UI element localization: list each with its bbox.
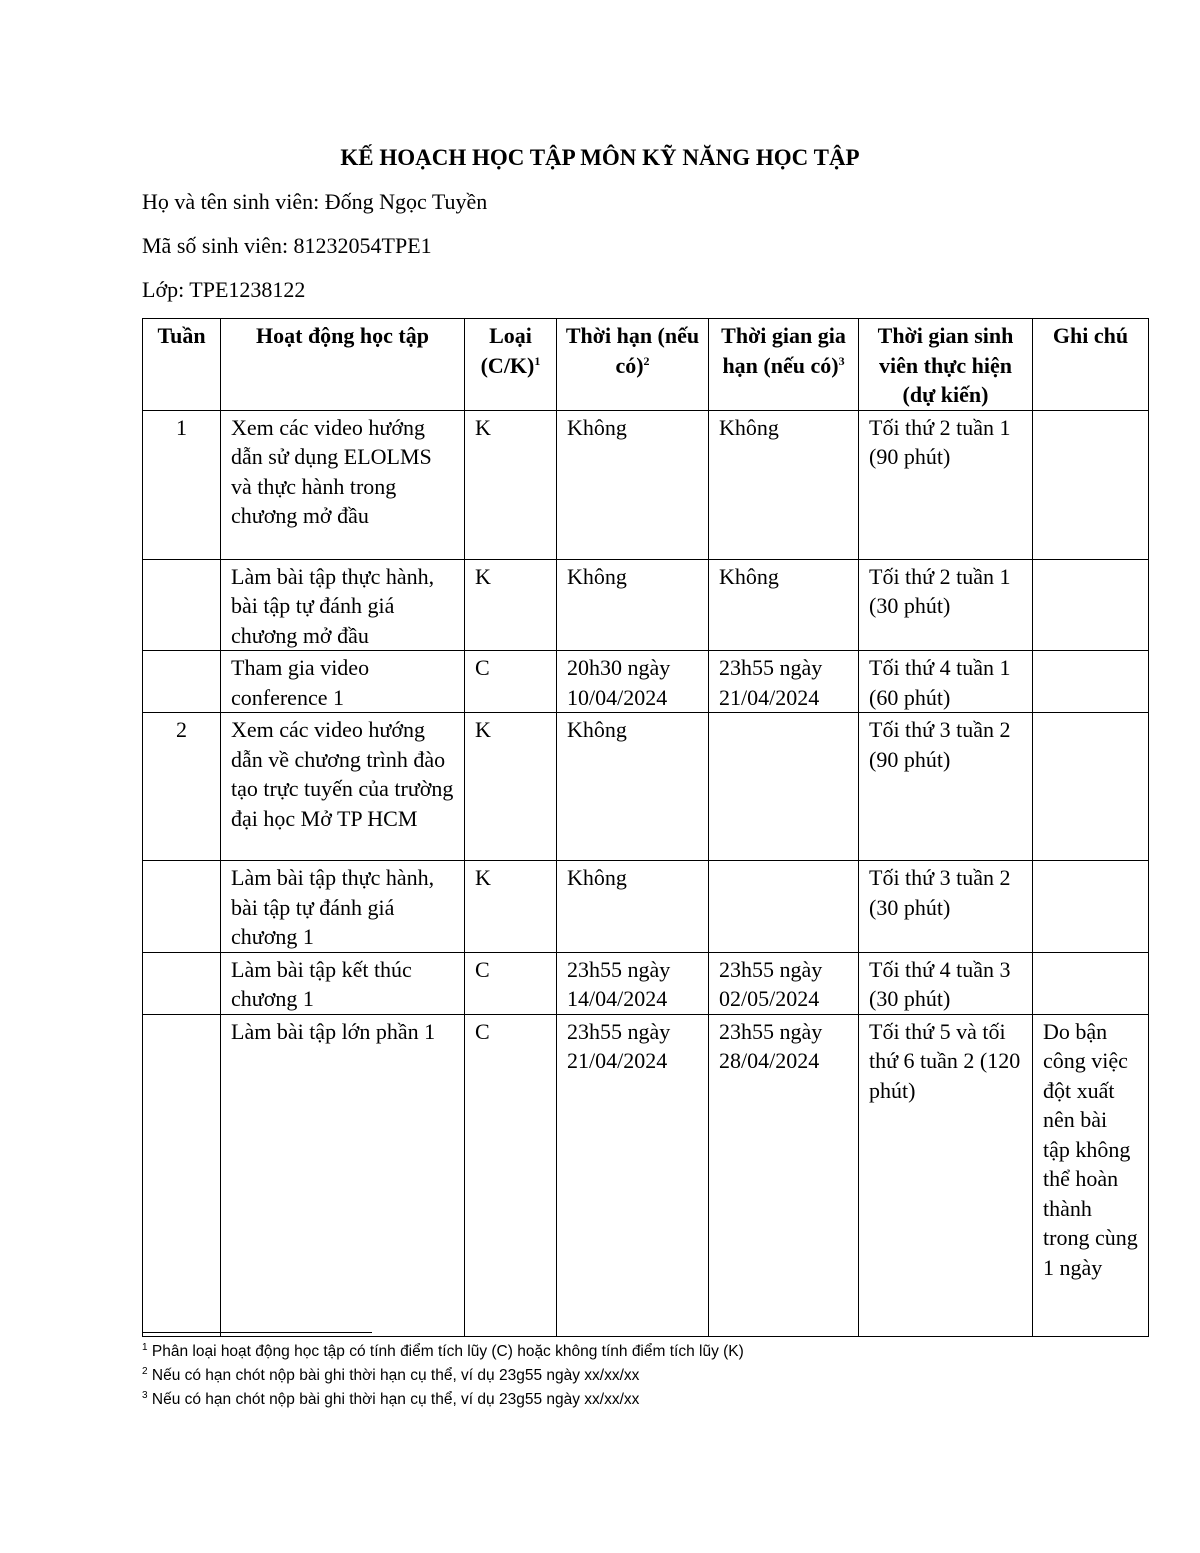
cell-deadline: Không bbox=[557, 559, 709, 651]
cell-week bbox=[143, 952, 221, 1014]
cell-schedule: Tối thứ 3 tuần 2 (30 phút) bbox=[859, 861, 1033, 953]
cell-deadline: 23h55 ngày 14/04/2024 bbox=[557, 952, 709, 1014]
cell-extension: Không bbox=[709, 559, 859, 651]
class-info: Lớp: TPE1238122 bbox=[142, 277, 306, 302]
student-name: Họ và tên sinh viên: Đống Ngọc Tuyền bbox=[142, 189, 488, 214]
footnote-ref-2: 2 bbox=[643, 353, 650, 368]
student-id: Mã số sinh viên: 81232054TPE1 bbox=[142, 233, 432, 258]
cell-notes bbox=[1033, 559, 1149, 651]
cell-type: C bbox=[465, 952, 557, 1014]
cell-type: K bbox=[465, 861, 557, 953]
footnote-ref-3: 3 bbox=[838, 353, 845, 368]
cell-deadline: 23h55 ngày 21/04/2024 bbox=[557, 1014, 709, 1336]
cell-activity: Xem các video hướng dẫn sử dụng ELOLMS và thực hành trong chương mở đầu bbox=[221, 410, 465, 559]
cell-activity: Xem các video hướng dẫn về chương trình đào tạo trực tuyến của trường đại học Mở TP HCM bbox=[221, 713, 465, 861]
cell-deadline: Không bbox=[557, 861, 709, 953]
footnote-2: $^2$ Nếu có hạn chót nộp bài ghi thời hạn cụ thể, ví dụ 23g55 ngày xx/xx/xx bbox=[142, 1366, 640, 1384]
table-header-row bbox=[143, 319, 1149, 411]
cell-notes bbox=[1033, 952, 1149, 1014]
cell-extension bbox=[709, 713, 859, 861]
cell-week: 2 bbox=[143, 713, 221, 861]
cell-week bbox=[143, 651, 221, 713]
cell-week bbox=[143, 1014, 221, 1336]
header-type: Loại $(C/K)^1$ bbox=[465, 319, 557, 411]
cell-type: K bbox=[465, 410, 557, 559]
cell-week: 1 bbox=[143, 410, 221, 559]
cell-activity: Làm bài tập lớn phần 1 bbox=[221, 1014, 465, 1336]
cell-activity: Tham gia video conference 1 bbox=[221, 651, 465, 713]
cell-activity: Làm bài tập kết thúc chương 1 bbox=[221, 952, 465, 1014]
cell-deadline: Không bbox=[557, 410, 709, 559]
cell-activity: Làm bài tập thực hành, bài tập tự đánh giá chương 1 bbox=[221, 861, 465, 953]
cell-activity: Làm bài tập thực hành, bài tập tự đánh giá chương mở đầu bbox=[221, 559, 465, 651]
study-plan-table bbox=[142, 318, 1149, 1337]
header-activity: Hoạt động học tập bbox=[221, 319, 465, 411]
cell-week bbox=[143, 861, 221, 953]
table-row bbox=[143, 713, 1149, 861]
cell-schedule: Tối thứ 3 tuần 2 (90 phút) bbox=[859, 713, 1033, 861]
footnote-separator bbox=[142, 1332, 372, 1333]
header-notes: Ghi chú bbox=[1033, 319, 1149, 411]
table-row bbox=[143, 559, 1149, 651]
table-row bbox=[143, 952, 1149, 1014]
cell-week bbox=[143, 559, 221, 651]
cell-deadline: Không bbox=[557, 713, 709, 861]
table-row bbox=[143, 410, 1149, 559]
header-deadline: Thời hạn (nếu có)$^2$ bbox=[557, 319, 709, 411]
table-row bbox=[143, 651, 1149, 713]
cell-extension: 23h55 ngày 02/05/2024 bbox=[709, 952, 859, 1014]
document-title: KẾ HOẠCH HỌC TẬP MÔN KỸ NĂNG HỌC TẬP bbox=[340, 145, 860, 170]
cell-schedule: Tối thứ 4 tuần 3 (30 phút) bbox=[859, 952, 1033, 1014]
cell-notes bbox=[1033, 410, 1149, 559]
cell-type: K bbox=[465, 713, 557, 861]
cell-type: C bbox=[465, 651, 557, 713]
cell-schedule: Tối thứ 4 tuần 1 (60 phút) bbox=[859, 651, 1033, 713]
footnote-3: $^3$ Nếu có hạn chót nộp bài ghi thời hạn cụ thể, ví dụ 23g55 ngày xx/xx/xx bbox=[142, 1390, 640, 1408]
cell-schedule: Tối thứ 2 tuần 1 (30 phút) bbox=[859, 559, 1033, 651]
cell-schedule: Tối thứ 2 tuần 1 (90 phút) bbox=[859, 410, 1033, 559]
table-row bbox=[143, 861, 1149, 953]
cell-deadline: 20h30 ngày 10/04/2024 bbox=[557, 651, 709, 713]
cell-extension: 23h55 ngày 28/04/2024 bbox=[709, 1014, 859, 1336]
cell-type: C bbox=[465, 1014, 557, 1336]
cell-type: K bbox=[465, 559, 557, 651]
cell-schedule: Tối thứ 5 và tối thứ 6 tuần 2 (120 phút) bbox=[859, 1014, 1033, 1336]
cell-notes bbox=[1033, 651, 1149, 713]
table-row bbox=[143, 1014, 1149, 1336]
header-extension: Thời gian gia hạn (nếu có)$^3$ bbox=[709, 319, 859, 411]
cell-extension: 23h55 ngày 21/04/2024 bbox=[709, 651, 859, 713]
footnote-ref-1: 1 bbox=[534, 353, 541, 368]
cell-extension bbox=[709, 861, 859, 953]
footnote-1: $^1$ Phân loại hoạt động học tập có tính điểm tích lũy (C) hoặc không tính điểm tích lũy (K) bbox=[142, 1342, 744, 1360]
header-week: Tuần bbox=[143, 319, 221, 411]
cell-notes bbox=[1033, 713, 1149, 861]
header-schedule: Thời gian sinh viên thực hiện (dự kiến) bbox=[859, 319, 1033, 411]
cell-extension: Không bbox=[709, 410, 859, 559]
cell-notes: Do bận công việc đột xuất nên bài tập không thể hoàn thành trong cùng 1 ngày bbox=[1033, 1014, 1149, 1336]
cell-notes bbox=[1033, 861, 1149, 953]
